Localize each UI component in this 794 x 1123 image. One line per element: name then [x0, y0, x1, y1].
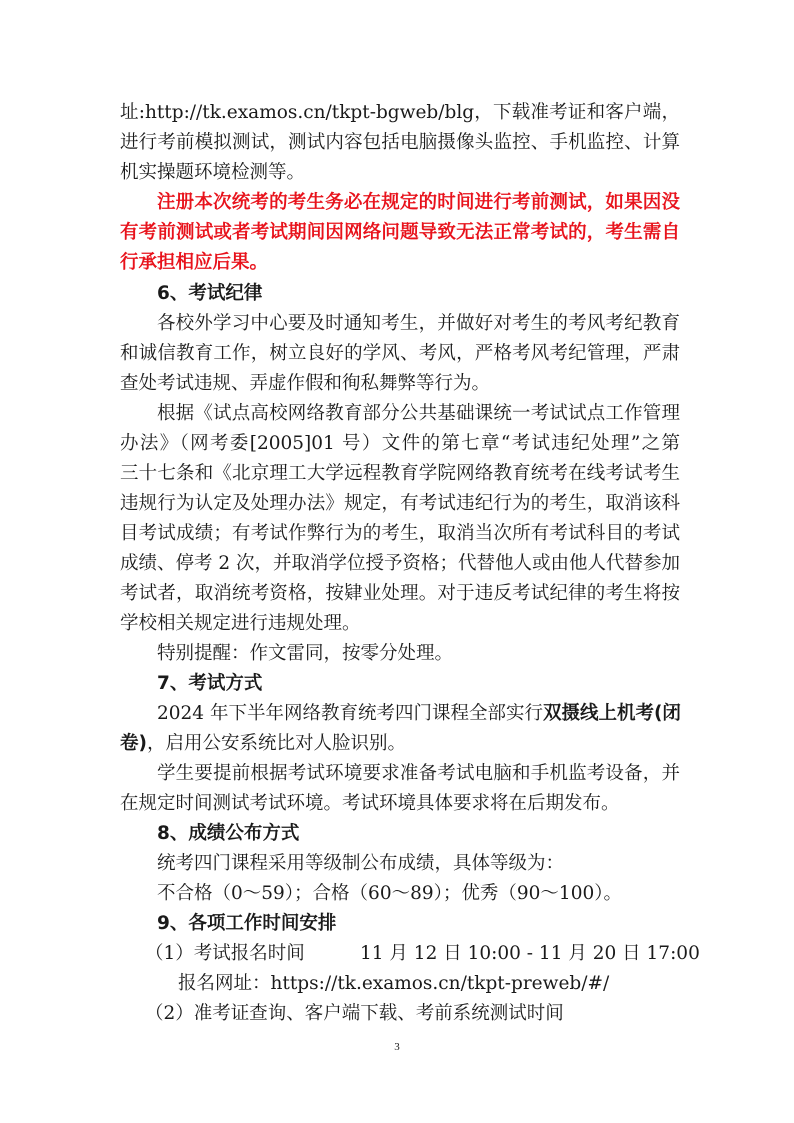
s6-p2-line-1: 根据《试点高校网络教育部分公共基础课统一考试试点工作管理 — [157, 403, 680, 424]
s6-p2-line-3: 三十七条和《北京理工大学远程教育学院网络教育统考在线考试考生 — [120, 463, 680, 484]
s9-item-1-label: （1）考试报名时间 — [145, 943, 305, 964]
s6-p2-line-8: 学校相关规定进行违规处理。 — [120, 613, 361, 634]
s9-item-1 — [145, 939, 700, 969]
s7-p1-bold: 双摄线上机考(闭 — [542, 703, 681, 724]
s9-item-1-time: 11 月 12 日 10:00 - 11 月 20 日 17:00 — [360, 943, 700, 964]
section-9-title: 9、各项工作时间安排 — [157, 913, 337, 934]
s6-p2-line-7: 考试者，取消统考资格，按肄业处理。对于违反考试纪律的考生将按 — [120, 583, 680, 604]
s7-p1-bold-end: 卷) — [120, 733, 147, 754]
s7-p1-normal: 2024 年下半年网络教育统考四门课程全部实行 — [157, 703, 543, 724]
url-line-2: 进行考前模拟测试，测试内容包括电脑摄像头监控、手机监控、计算 — [120, 132, 680, 153]
s6-p1-line-1: 各校外学习中心要及时通知考生，并做好对考生的考风考纪教育 — [157, 313, 680, 334]
s6-p2-line-5: 目考试成绩；有考试作弊行为的考生，取消当次所有考试科目的考试 — [120, 523, 680, 544]
s7-p1-rest: ，启用公安系统比对人脸识别。 — [146, 733, 406, 754]
s6-p2-line-4: 违规行为认定及处理办法》规定，有考试违纪行为的考生，取消该科 — [120, 493, 680, 514]
s6-p2-line-2: 办法》（网考委[2005]01 号）文件的第七章“考试违纪处理”之第 — [120, 433, 680, 454]
url-line-1: 址:http://tk.examos.cn/tkpt-bgweb/blg，下载准考证和客户端， — [120, 102, 680, 123]
warning-line-3: 行承担相应后果。 — [120, 252, 269, 273]
s7-p2-line-1: 学生要提前根据考试环境要求准备考试电脑和手机监考设备，并 — [157, 763, 680, 784]
s6-p1-line-3: 查处考试违规、弄虚作假和徇私舞弊等行为。 — [120, 373, 491, 394]
section-6-title: 6、考试纪律 — [157, 283, 263, 304]
s6-p1-line-2: 和诚信教育工作，树立良好的学风、考风，严格考风考纪管理，严肃 — [120, 343, 680, 364]
s8-p1: 统考四门课程采用等级制公布成绩，具体等级为： — [157, 853, 565, 874]
section-8-title: 8、成绩公布方式 — [157, 823, 300, 844]
s9-item-2: （2）准考证查询、客户端下载、考前系统测试时间 — [145, 1003, 564, 1024]
s9-item-1-url: 报名网址：https://tk.examos.cn/tkpt-preweb/#/ — [178, 973, 610, 994]
s7-p1-line-2 — [120, 729, 680, 759]
s8-grades: 不合格（0～59）；合格（60～89）；优秀（90～100）。 — [157, 883, 622, 904]
url-line-3: 机实操题环境检测等。 — [120, 162, 306, 183]
section-7-title: 7、考试方式 — [157, 673, 263, 694]
s6-p2-line-6: 成绩、停考 2 次，并取消学位授予资格；代替他人或由他人代替参加 — [120, 553, 681, 574]
warning-line-2: 有考前测试或者考试期间因网络问题导致无法正常考试的，考生需自 — [120, 222, 680, 243]
page-number: 3 — [394, 1041, 400, 1053]
s7-p2-line-2: 在规定时间测试考试环境。考试环境具体要求将在后期发布。 — [120, 793, 620, 814]
s6-special-note: 特别提醒：作文雷同，按零分处理。 — [157, 643, 454, 664]
warning-line-1: 注册本次统考的考生务必在规定的时间进行考前测试，如果因没 — [157, 192, 680, 213]
s7-p1-line-1 — [157, 699, 680, 729]
